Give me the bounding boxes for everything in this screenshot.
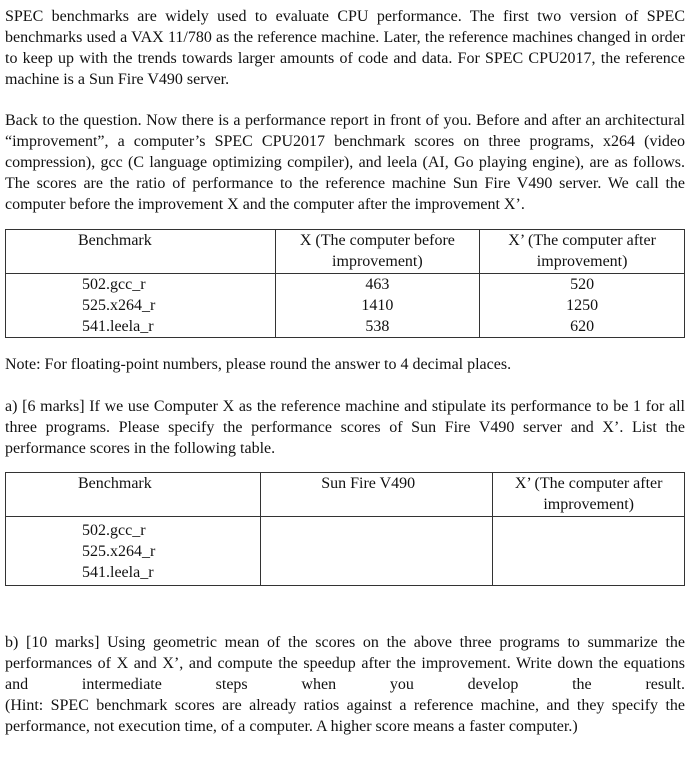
x-prime-answer-cell[interactable] xyxy=(493,517,685,586)
header-benchmark: Benchmark xyxy=(6,230,276,274)
benchmark-name: 502.gcc_r xyxy=(82,276,146,293)
sun-fire-answer-cell[interactable] xyxy=(261,517,493,586)
part-a-question: a) [6 marks] If we use Computer X as the reference machine and stipulate its performance to be 1 for all three programs. Please specify the performance scores of Sun Fire V490 server and X’. List the performance scores in the following table. xyxy=(5,398,685,457)
x-prime-score: 520 xyxy=(570,276,595,293)
part-b-hint: (Hint: SPEC benchmark scores are already ratios against a reference machine, and they specify the performance, not execution time, of a computer. A higher score means a faster computer.) xyxy=(5,697,685,735)
rounding-note: Note: For floating-point numbers, please round the answer to 4 decimal places. xyxy=(5,356,512,373)
x-prime-score: 1250 xyxy=(566,297,599,314)
header-x-before: X (The computer before improvement) xyxy=(275,230,480,274)
intro-paragraph-2: Back to the question. Now there is a performance report in front of you. Before and after an architectural “improvement”, a computer’s SPEC CPU2017 benchmark scores on three programs, x264 (video compression), gcc (C language optimizing compiler), and leela (AI, Go playing engine), are as follows. The scores are the ratio of performance to the reference machine Sun Fire V490 server. We call the computer before the improvement X and the computer after the improvement X’. xyxy=(5,112,685,213)
x-prime-scores-column xyxy=(480,274,685,338)
answer-table-body-row xyxy=(6,517,685,586)
benchmark-name: 502.gcc_r xyxy=(82,522,146,539)
scores-table-body-row xyxy=(6,274,685,338)
part-b-question xyxy=(5,632,685,737)
intro-paragraph-1: SPEC benchmarks are widely used to evaluate CPU performance. The first two version of SPEC benchmarks used a VAX 11/780 as the reference machine. Later, the reference machines changed in order to keep up with the trends towards larger amounts of code and data. For SPEC CPU2017, the reference machine is a Sun Fire V490 server. xyxy=(5,8,685,88)
x-prime-score: 620 xyxy=(570,318,595,335)
benchmark-name: 541.leela_r xyxy=(82,564,154,581)
benchmark-column xyxy=(6,274,276,338)
x-scores-column xyxy=(275,274,480,338)
answer-table xyxy=(5,472,685,586)
benchmark-name: 541.leela_r xyxy=(82,318,154,335)
scores-table xyxy=(5,229,685,338)
benchmark-column xyxy=(6,517,261,586)
answer-table-header-row xyxy=(6,473,685,517)
benchmark-name: 525.x264_r xyxy=(82,297,156,314)
header-x-after: X’ (The computer after improvement) xyxy=(493,473,685,517)
part-b-text: b) [10 marks] Using geometric mean of the scores on the above three programs to summarize the performances of X and X’, and compute the speedup after the improvement. Write down the equations and intermediate steps when you develop the result. xyxy=(5,634,685,693)
header-sun-fire: Sun Fire V490 xyxy=(261,473,493,517)
x-score: 463 xyxy=(365,276,390,293)
header-benchmark: Benchmark xyxy=(6,473,261,517)
x-score: 538 xyxy=(365,318,390,335)
benchmark-name: 525.x264_r xyxy=(82,543,156,560)
header-x-after: X’ (The computer after improvement) xyxy=(480,230,685,274)
scores-table-header-row xyxy=(6,230,685,274)
x-score: 1410 xyxy=(361,297,394,314)
